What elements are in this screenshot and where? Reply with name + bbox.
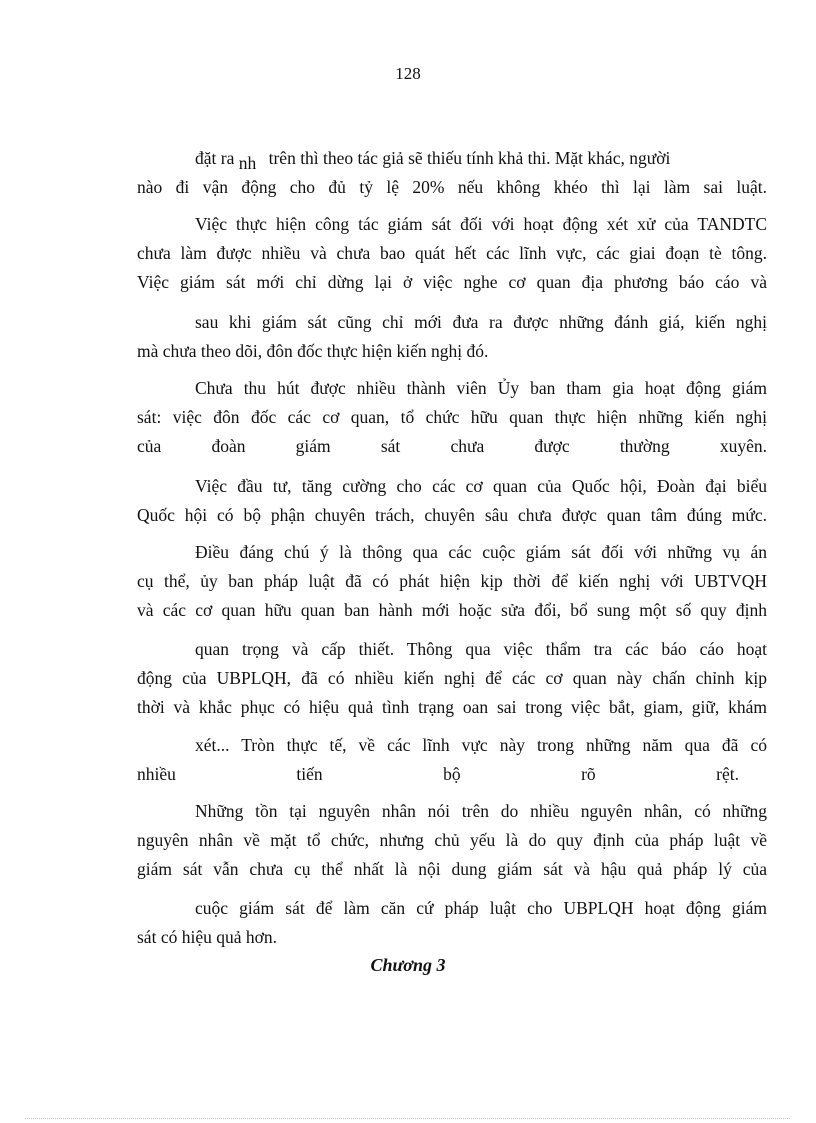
paragraph-1-line-2: nào đi vận động cho đủ tỷ lệ 20% nếu không khéo thì lại làm sai luật. <box>137 177 767 197</box>
page-number: 128 <box>395 64 421 83</box>
paragraph-5-line-5: động của UBPLQH, đã có nhiều kiến nghị để các cơ quan này chấn chỉnh kịp <box>137 668 767 688</box>
paragraph-3-line-3: của đoàn giám sát chưa được thường xuyên. <box>137 436 767 456</box>
paragraph-3-line-2: sát: việc đôn đốc các cơ quan, tổ chức hữu quan thực hiện những kiến nghị <box>137 407 767 427</box>
paragraph-2-line-5: mà chưa theo dõi, đôn đốc thực hiện kiến nghị đó. <box>137 341 489 361</box>
paragraph-4-line-2: Quốc hội có bộ phận chuyên trách, chuyên sâu chưa được quan tâm đúng mức. <box>137 505 767 525</box>
paragraph-5-line-2: cụ thể, ủy ban pháp luật đã có phát hiện kịp thời để kiến nghị với UBTVQH <box>137 571 767 591</box>
paragraph-1-line-1 <box>195 147 671 173</box>
text-run: đặt ra <box>195 148 235 168</box>
paragraph-5-line-6: thời và khắc phục có hiệu quả tình trạng oan sai trong việc bắt, giam, giữ, khám <box>137 697 767 717</box>
subscript-fragment: nh <box>238 153 257 173</box>
paragraph-4-line-1: Việc đầu tư, tăng cường cho các cơ quan của Quốc hội, Đoàn đại biểu <box>195 476 767 496</box>
paragraph-5-line-7: xét... Tròn thực tế, về các lĩnh vực này trong những năm qua đã có <box>195 735 767 755</box>
paragraph-2-line-2: chưa làm được nhiều và chưa bao quát hết các lĩnh vực, các giai đoạn tè tông. <box>137 243 767 263</box>
text-run: trên thì theo tác giả sẽ thiếu tính khả thi. Mặt khác, người <box>268 148 671 168</box>
paragraph-2-line-1: Việc thực hiện công tác giám sát đối với hoạt động xét xử của TANDTC <box>195 214 767 234</box>
paragraph-5-line-1: Điều đáng chú ý là thông qua các cuộc giám sát đối với những vụ án <box>195 542 767 562</box>
paragraph-5-line-4: quan trọng và cấp thiết. Thông qua việc thẩm tra các báo cáo hoạt <box>195 639 767 659</box>
paragraph-5-line-3: và các cơ quan hữu quan ban hành mới hoặc sửa đổi, bổ sung một số quy định <box>137 600 767 620</box>
paragraph-2-line-3: Việc giám sát mới chỉ dừng lại ở việc nghe cơ quan địa phương báo cáo và <box>137 272 767 292</box>
paragraph-6-line-4: cuộc giám sát để làm căn cứ pháp luật cho UBPLQH hoạt động giám <box>195 898 767 918</box>
paragraph-2-line-4: sau khi giám sát cũng chỉ mới đưa ra được những đánh giá, kiến nghị <box>195 312 767 332</box>
paragraph-6-line-1: Những tồn tại nguyên nhân nói trên do nhiều nguyên nhân, có những <box>195 801 767 821</box>
page-bottom-divider <box>25 1118 790 1119</box>
chapter-heading: Chương 3 <box>370 955 446 975</box>
paragraph-6-line-3: giám sát vẫn chưa cụ thể nhất là nội dung giám sát và hậu quả pháp lý của <box>137 859 767 879</box>
paragraph-3-line-1: Chưa thu hút được nhiều thành viên Ủy ban tham gia hoạt động giám <box>195 378 767 398</box>
paragraph-5-line-8: nhiều tiến bộ rõ rệt. <box>137 764 739 784</box>
paragraph-6-line-5: sát có hiệu quả hơn. <box>137 927 277 947</box>
paragraph-6-line-2: nguyên nhân về mặt tổ chức, nhưng chủ yếu là do quy định của pháp luật về <box>137 830 767 850</box>
